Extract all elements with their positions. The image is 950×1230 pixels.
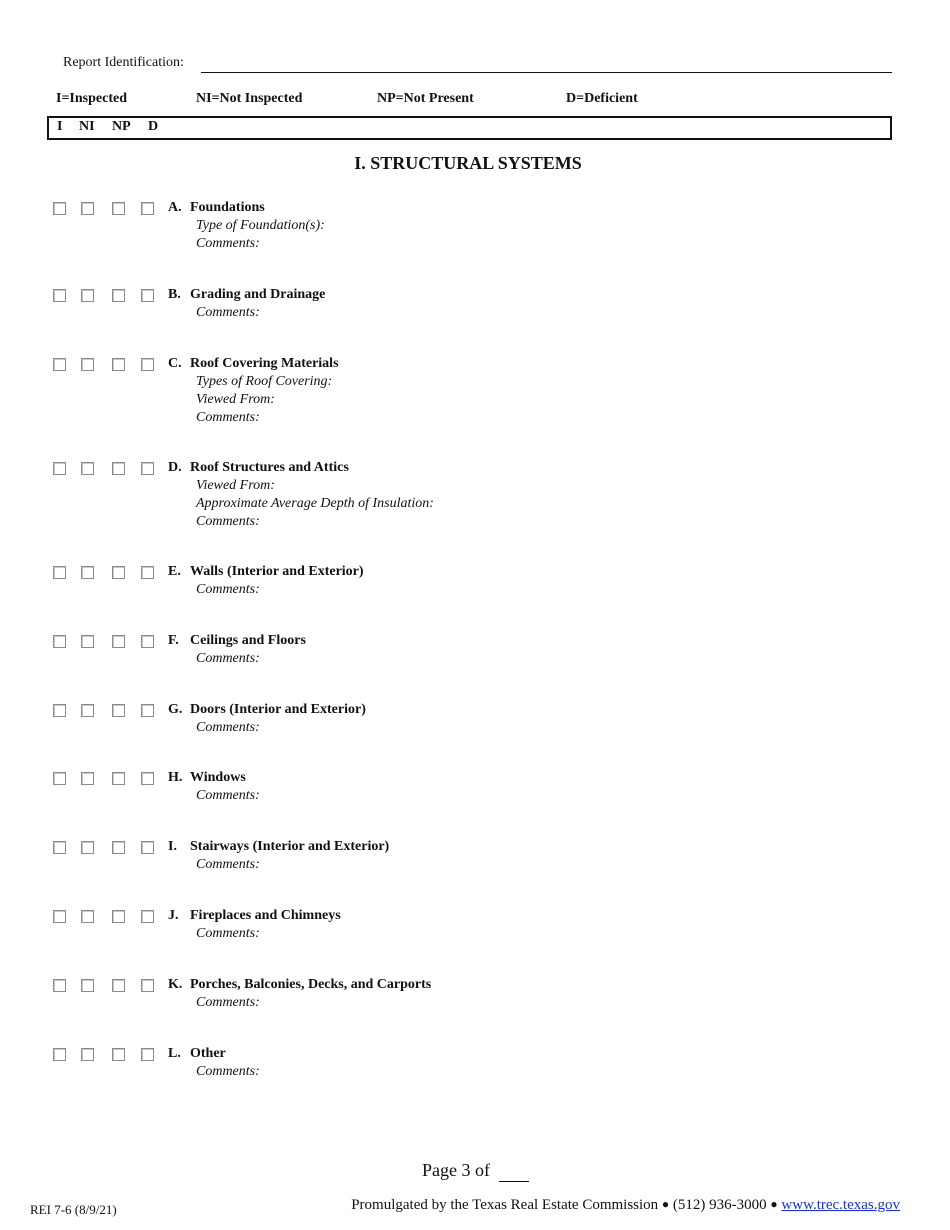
checkbox-inspected[interactable]: [53, 772, 66, 785]
checkbox-not-present[interactable]: [112, 462, 125, 475]
checkbox-not-inspected[interactable]: [81, 704, 94, 717]
item-title: [168, 702, 366, 718]
item-title: [168, 287, 325, 303]
checkbox-deficient[interactable]: [141, 202, 154, 215]
checkbox-not-inspected[interactable]: [81, 202, 94, 215]
checkbox-not-inspected[interactable]: [81, 635, 94, 648]
column-header-d: D: [148, 119, 159, 134]
item-subfield: Comments:: [196, 582, 260, 597]
checkbox-not-present[interactable]: [112, 635, 125, 648]
checkbox-inspected[interactable]: [53, 358, 66, 371]
item-subfield: Comments:: [196, 236, 260, 251]
checkbox-inspected[interactable]: [53, 202, 66, 215]
bullet-separator: ●: [770, 1197, 778, 1211]
checkbox-not-inspected[interactable]: [81, 462, 94, 475]
item-subfield: Comments:: [196, 788, 260, 803]
item-subfield: Approximate Average Depth of Insulation:: [196, 496, 434, 511]
report-identification-field[interactable]: [201, 72, 892, 73]
item-title-text: Other: [190, 1046, 226, 1061]
item-title-text: Fireplaces and Chimneys: [190, 908, 341, 923]
item-letter: B.: [168, 287, 181, 302]
checkbox-not-inspected[interactable]: [81, 841, 94, 854]
item-title-text: Walls (Interior and Exterior): [190, 564, 364, 579]
checkbox-not-present[interactable]: [112, 358, 125, 371]
checkbox-not-present[interactable]: [112, 1048, 125, 1061]
item-title-text: Stairways (Interior and Exterior): [190, 839, 390, 854]
checkbox-deficient[interactable]: [141, 841, 154, 854]
item-letter: E.: [168, 564, 181, 579]
checkbox-not-present[interactable]: [112, 772, 125, 785]
checkbox-inspected[interactable]: [53, 462, 66, 475]
item-title: [168, 564, 364, 580]
item-title: [168, 356, 339, 372]
bullet-separator: ●: [661, 1197, 670, 1211]
column-header-i: I: [57, 119, 63, 134]
item-subfield: Comments:: [196, 926, 260, 941]
item-title-text: Doors (Interior and Exterior): [190, 702, 366, 717]
item-title: [168, 460, 349, 476]
item-title-text: Porches, Balconies, Decks, and Carports: [190, 977, 432, 992]
section-title: I. STRUCTURAL SYSTEMS: [354, 153, 582, 173]
checkbox-deficient[interactable]: [141, 979, 154, 992]
item-title: [168, 770, 246, 786]
checkbox-inspected[interactable]: [53, 910, 66, 923]
item-subfield: Comments:: [196, 1064, 260, 1079]
item-letter: K.: [168, 977, 183, 992]
checkbox-deficient[interactable]: [141, 910, 154, 923]
item-title-text: Roof Structures and Attics: [190, 460, 349, 475]
column-header-ni: NI: [79, 119, 95, 134]
footer-phone: (512) 936-3000: [672, 1197, 767, 1213]
column-header-box: [47, 116, 892, 140]
checkbox-deficient[interactable]: [141, 772, 154, 785]
item-subfield: Comments:: [196, 651, 260, 666]
checkbox-not-inspected[interactable]: [81, 979, 94, 992]
item-letter: J.: [168, 908, 179, 923]
checkbox-not-present[interactable]: [112, 566, 125, 579]
item-title: [168, 633, 306, 649]
checkbox-not-present[interactable]: [112, 704, 125, 717]
checkbox-not-present[interactable]: [112, 910, 125, 923]
item-subfield: Comments:: [196, 514, 260, 529]
item-title-text: Ceilings and Floors: [190, 633, 306, 648]
item-subfield: Comments:: [196, 720, 260, 735]
item-title: [168, 1046, 226, 1062]
checkbox-inspected[interactable]: [53, 566, 66, 579]
footer-promulgation: [351, 1197, 900, 1214]
checkbox-inspected[interactable]: [53, 289, 66, 302]
checkbox-inspected[interactable]: [53, 1048, 66, 1061]
legend-not-present: NP=Not Present: [377, 91, 474, 106]
checkbox-deficient[interactable]: [141, 704, 154, 717]
checkbox-not-present[interactable]: [112, 289, 125, 302]
checkbox-inspected[interactable]: [53, 841, 66, 854]
checkbox-not-present[interactable]: [112, 202, 125, 215]
legend-not-inspected: NI=Not Inspected: [196, 91, 303, 106]
checkbox-not-inspected[interactable]: [81, 772, 94, 785]
item-subfield: Viewed From:: [196, 478, 275, 493]
checkbox-not-present[interactable]: [112, 841, 125, 854]
legend-deficient: D=Deficient: [566, 91, 638, 106]
item-title: [168, 977, 431, 993]
item-title-text: Roof Covering Materials: [190, 356, 339, 371]
item-letter: G.: [168, 702, 183, 717]
item-letter: C.: [168, 356, 182, 371]
item-letter: F.: [168, 633, 179, 648]
checkbox-inspected[interactable]: [53, 704, 66, 717]
item-title-text: Grading and Drainage: [190, 287, 326, 302]
item-subfield: Comments:: [196, 995, 260, 1010]
item-subfield: Comments:: [196, 857, 260, 872]
checkbox-deficient[interactable]: [141, 358, 154, 371]
checkbox-not-inspected[interactable]: [81, 289, 94, 302]
item-subfield: Comments:: [196, 410, 260, 425]
item-title: [168, 200, 265, 216]
checkbox-not-inspected[interactable]: [81, 1048, 94, 1061]
checkbox-inspected[interactable]: [53, 979, 66, 992]
checkbox-deficient[interactable]: [141, 462, 154, 475]
checkbox-inspected[interactable]: [53, 635, 66, 648]
item-subfield: Types of Roof Covering:: [196, 374, 333, 389]
item-subfield: Viewed From:: [196, 392, 275, 407]
page-number: Page 3 of: [422, 1160, 490, 1180]
item-letter: D.: [168, 460, 182, 475]
checkbox-deficient[interactable]: [141, 566, 154, 579]
column-header-np: NP: [112, 119, 131, 134]
item-title-text: Foundations: [190, 200, 265, 215]
checkbox-not-inspected[interactable]: [81, 358, 94, 371]
legend-inspected: I=Inspected: [56, 91, 127, 106]
item-letter: H.: [168, 770, 183, 785]
item-letter: A.: [168, 200, 182, 215]
item-title: [168, 839, 389, 855]
checkbox-not-inspected[interactable]: [81, 910, 94, 923]
item-subfield: Type of Foundation(s):: [196, 218, 325, 233]
report-identification-label: Report Identification:: [63, 55, 184, 70]
checkbox-deficient[interactable]: [141, 635, 154, 648]
checkbox-deficient[interactable]: [141, 289, 154, 302]
footer-website-link[interactable]: www.trec.texas.gov: [781, 1197, 900, 1213]
item-subfield: Comments:: [196, 305, 260, 320]
footer-promulgated-text: Promulgated by the Texas Real Estate Commission: [351, 1197, 659, 1213]
checkbox-deficient[interactable]: [141, 1048, 154, 1061]
item-letter: I.: [168, 839, 177, 854]
item-title: [168, 908, 341, 924]
total-pages-field[interactable]: [499, 1181, 529, 1182]
checkbox-not-inspected[interactable]: [81, 566, 94, 579]
form-id: REI 7-6 (8/9/21): [30, 1202, 117, 1217]
item-letter: L.: [168, 1046, 181, 1061]
item-title-text: Windows: [190, 770, 246, 785]
checkbox-not-present[interactable]: [112, 979, 125, 992]
